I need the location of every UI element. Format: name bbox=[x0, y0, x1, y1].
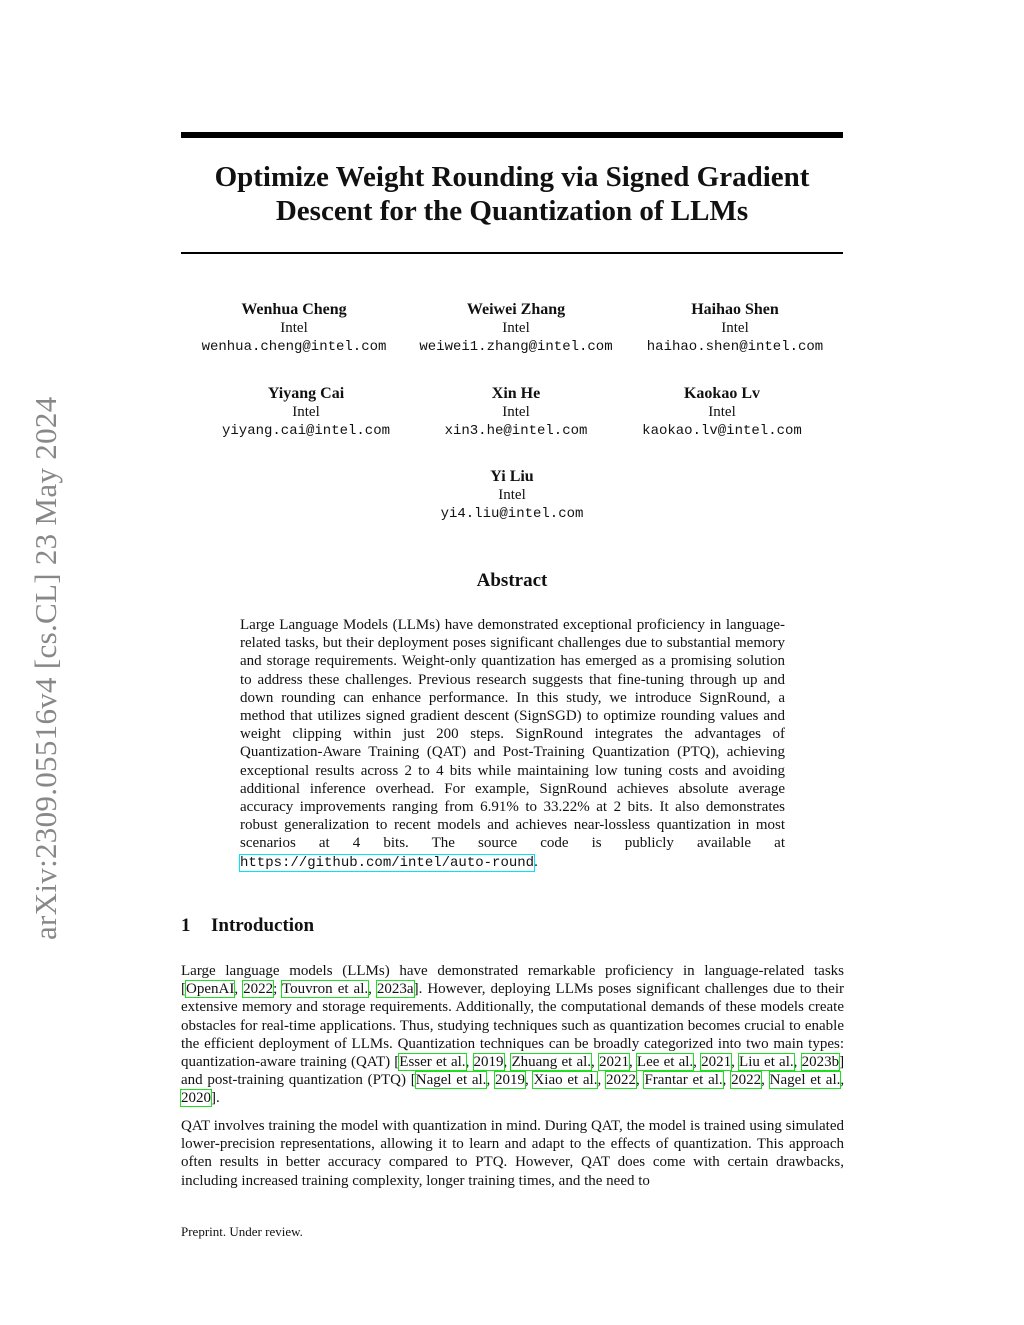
author-name: Xin He bbox=[491, 385, 541, 402]
citation-link[interactable]: OpenAI bbox=[186, 981, 235, 998]
author-block bbox=[592, 384, 852, 441]
author-email: yi4.liu@intel.com bbox=[440, 506, 584, 522]
arxiv-identifier: arXiv:2309.05516v4 [cs.CL] 23 May 2024 bbox=[28, 396, 63, 940]
citation-separator: , bbox=[793, 1054, 802, 1071]
citation-link[interactable]: 2023b bbox=[801, 1054, 840, 1071]
citation-separator: , bbox=[597, 1072, 606, 1089]
author-affiliation: Intel bbox=[708, 404, 736, 420]
citation-separator: ; bbox=[273, 981, 283, 998]
author-block bbox=[605, 300, 865, 357]
paragraph-text: Large language models (LLMs) have demonstrated remarkable proficiency in language-related tasks [ bbox=[181, 963, 844, 998]
author-name: Yiyang Cai bbox=[267, 385, 345, 402]
author-email: xin3.he@intel.com bbox=[444, 423, 588, 439]
citation-link[interactable]: 2020 bbox=[181, 1090, 211, 1107]
author-email: weiwei1.zhang@intel.com bbox=[419, 339, 613, 355]
author-name: Kaokao Lv bbox=[683, 385, 760, 402]
citation-separator: , bbox=[840, 1072, 845, 1089]
author-block bbox=[382, 467, 642, 524]
intro-paragraph-1 bbox=[181, 962, 844, 1108]
paper-title bbox=[181, 160, 843, 228]
title-rule-bottom bbox=[181, 252, 843, 254]
section-heading bbox=[181, 915, 314, 937]
abstract-period: . bbox=[534, 853, 538, 870]
section-number: 1 bbox=[181, 915, 191, 936]
intro-paragraph-2: QAT involves training the model with quantization in mind. During QAT, the model is trained using simulated lower-precision representations, allowing it to learn and adapt to the effects of quantization. This approach often results in better accuracy compared to PTQ. However, QAT does come with certain drawbacks, including increased training complexity, longer training times, and the need to bbox=[181, 1118, 844, 1189]
footer-note: Preprint. Under review. bbox=[181, 1224, 303, 1239]
citation-separator: , bbox=[722, 1072, 732, 1089]
citation-link[interactable]: 2023a bbox=[376, 981, 414, 998]
author-name: Haihao Shen bbox=[691, 301, 779, 318]
author-affiliation: Intel bbox=[502, 320, 530, 336]
citation-link[interactable]: Liu et al. bbox=[739, 1054, 794, 1071]
author-block bbox=[164, 300, 424, 357]
title-line-2: Descent for the Quantization of LLMs bbox=[275, 195, 749, 227]
paragraph-text: ] and post-training quantization (PTQ) [ bbox=[181, 1054, 845, 1089]
citation-link[interactable]: Zhuang et al. bbox=[511, 1054, 592, 1071]
source-code-link[interactable]: https://github.com/intel/auto-round bbox=[240, 854, 535, 871]
citation-link[interactable]: Touvron et al. bbox=[282, 981, 369, 998]
title-rule-top bbox=[181, 132, 843, 138]
author-affiliation: Intel bbox=[721, 320, 749, 336]
citation-separator: , bbox=[368, 981, 377, 998]
author-name: Wenhua Cheng bbox=[241, 301, 347, 318]
citation-separator: , bbox=[731, 1054, 740, 1071]
author-email: haihao.shen@intel.com bbox=[646, 339, 824, 355]
citation-separator: , bbox=[465, 1054, 474, 1071]
citation-link[interactable]: Esser et al. bbox=[399, 1054, 466, 1071]
abstract-text bbox=[240, 616, 785, 872]
author-name: Weiwei Zhang bbox=[466, 301, 566, 318]
citation-link[interactable]: Xiao et al. bbox=[533, 1072, 598, 1089]
author-email: yiyang.cai@intel.com bbox=[221, 423, 391, 439]
author-affiliation: Intel bbox=[502, 404, 530, 420]
author-email: wenhua.cheng@intel.com bbox=[201, 339, 387, 355]
citation-separator: , bbox=[486, 1072, 495, 1089]
author-email: kaokao.lv@intel.com bbox=[642, 423, 802, 439]
citation-separator: , bbox=[761, 1072, 770, 1089]
citation-separator: , bbox=[524, 1072, 534, 1089]
citation-link[interactable]: 2019 bbox=[494, 1072, 525, 1089]
citation-link[interactable]: 2022 bbox=[605, 1072, 636, 1089]
abstract-body: Large Language Models (LLMs) have demonstrated exceptional proficiency in language-related tasks, but their deployment poses significant challenges due to substantial memory and storage requirements. Weight-only quantization has emerged as a promising solution to address these challenges. Previous research suggests that fine-tuning through up and down rounding can enhance performance. In this study, we introduce SignRound, a method that utilizes signed gradient descent (SignSGD) to optimize rounding values and weight clipping within just 200 steps. SignRound integrates the advantages of Quantization-Aware Training (QAT) and Post-Training Quantization (PTQ), achieving exceptional results across 2 to 4 bits while maintaining low tuning costs and avoiding additional inference overhead. For example, SignRound achieves absolute average accuracy improvements ranging from 6.91% to 33.22% at 2 bits. It also demonstrates robust generalization to recent models and achieves near-lossless quantization in most scenarios at 4 bits. The source code is publicly available at bbox=[240, 617, 785, 852]
citation-link[interactable]: 2021 bbox=[598, 1054, 629, 1071]
paragraph-text: ]. bbox=[211, 1090, 220, 1107]
citation-link[interactable]: 2022 bbox=[731, 1072, 762, 1089]
citation-link[interactable]: 2021 bbox=[701, 1054, 732, 1071]
section-title: Introduction bbox=[211, 915, 315, 936]
citation-separator: , bbox=[635, 1072, 645, 1089]
citation-separator: , bbox=[503, 1054, 512, 1071]
paragraph-text: ]. However, deploying LLMs poses significant challenges due to their extensive memory and storage requirements. Additionally, the computational demands of these models create obstacles for real-time applications. Thus, studying techniques such as quantization becomes crucial to enable the efficient deployment of LLMs. Quantization techniques can be broadly categorized into two main types: quantization-aware training (QAT) [ bbox=[181, 981, 844, 1071]
citation-link[interactable]: Lee et al. bbox=[636, 1054, 694, 1071]
author-affiliation: Intel bbox=[498, 487, 526, 503]
citation-link[interactable]: Frantar et al. bbox=[644, 1072, 723, 1089]
citation-separator: , bbox=[234, 981, 244, 998]
citation-separator: , bbox=[693, 1054, 702, 1071]
citation-link[interactable]: 2019 bbox=[473, 1054, 504, 1071]
author-name: Yi Liu bbox=[490, 468, 534, 485]
citation-link[interactable]: Nagel et al. bbox=[769, 1072, 841, 1089]
title-line-1: Optimize Weight Rounding via Signed Gradient bbox=[214, 161, 810, 193]
citation-separator: , bbox=[628, 1054, 637, 1071]
citation-link[interactable]: 2022 bbox=[243, 981, 274, 998]
author-affiliation: Intel bbox=[292, 404, 320, 420]
citation-link[interactable]: Nagel et al. bbox=[415, 1072, 487, 1089]
citation-separator: , bbox=[591, 1054, 599, 1071]
abstract-heading: Abstract bbox=[476, 570, 548, 591]
author-affiliation: Intel bbox=[280, 320, 308, 336]
